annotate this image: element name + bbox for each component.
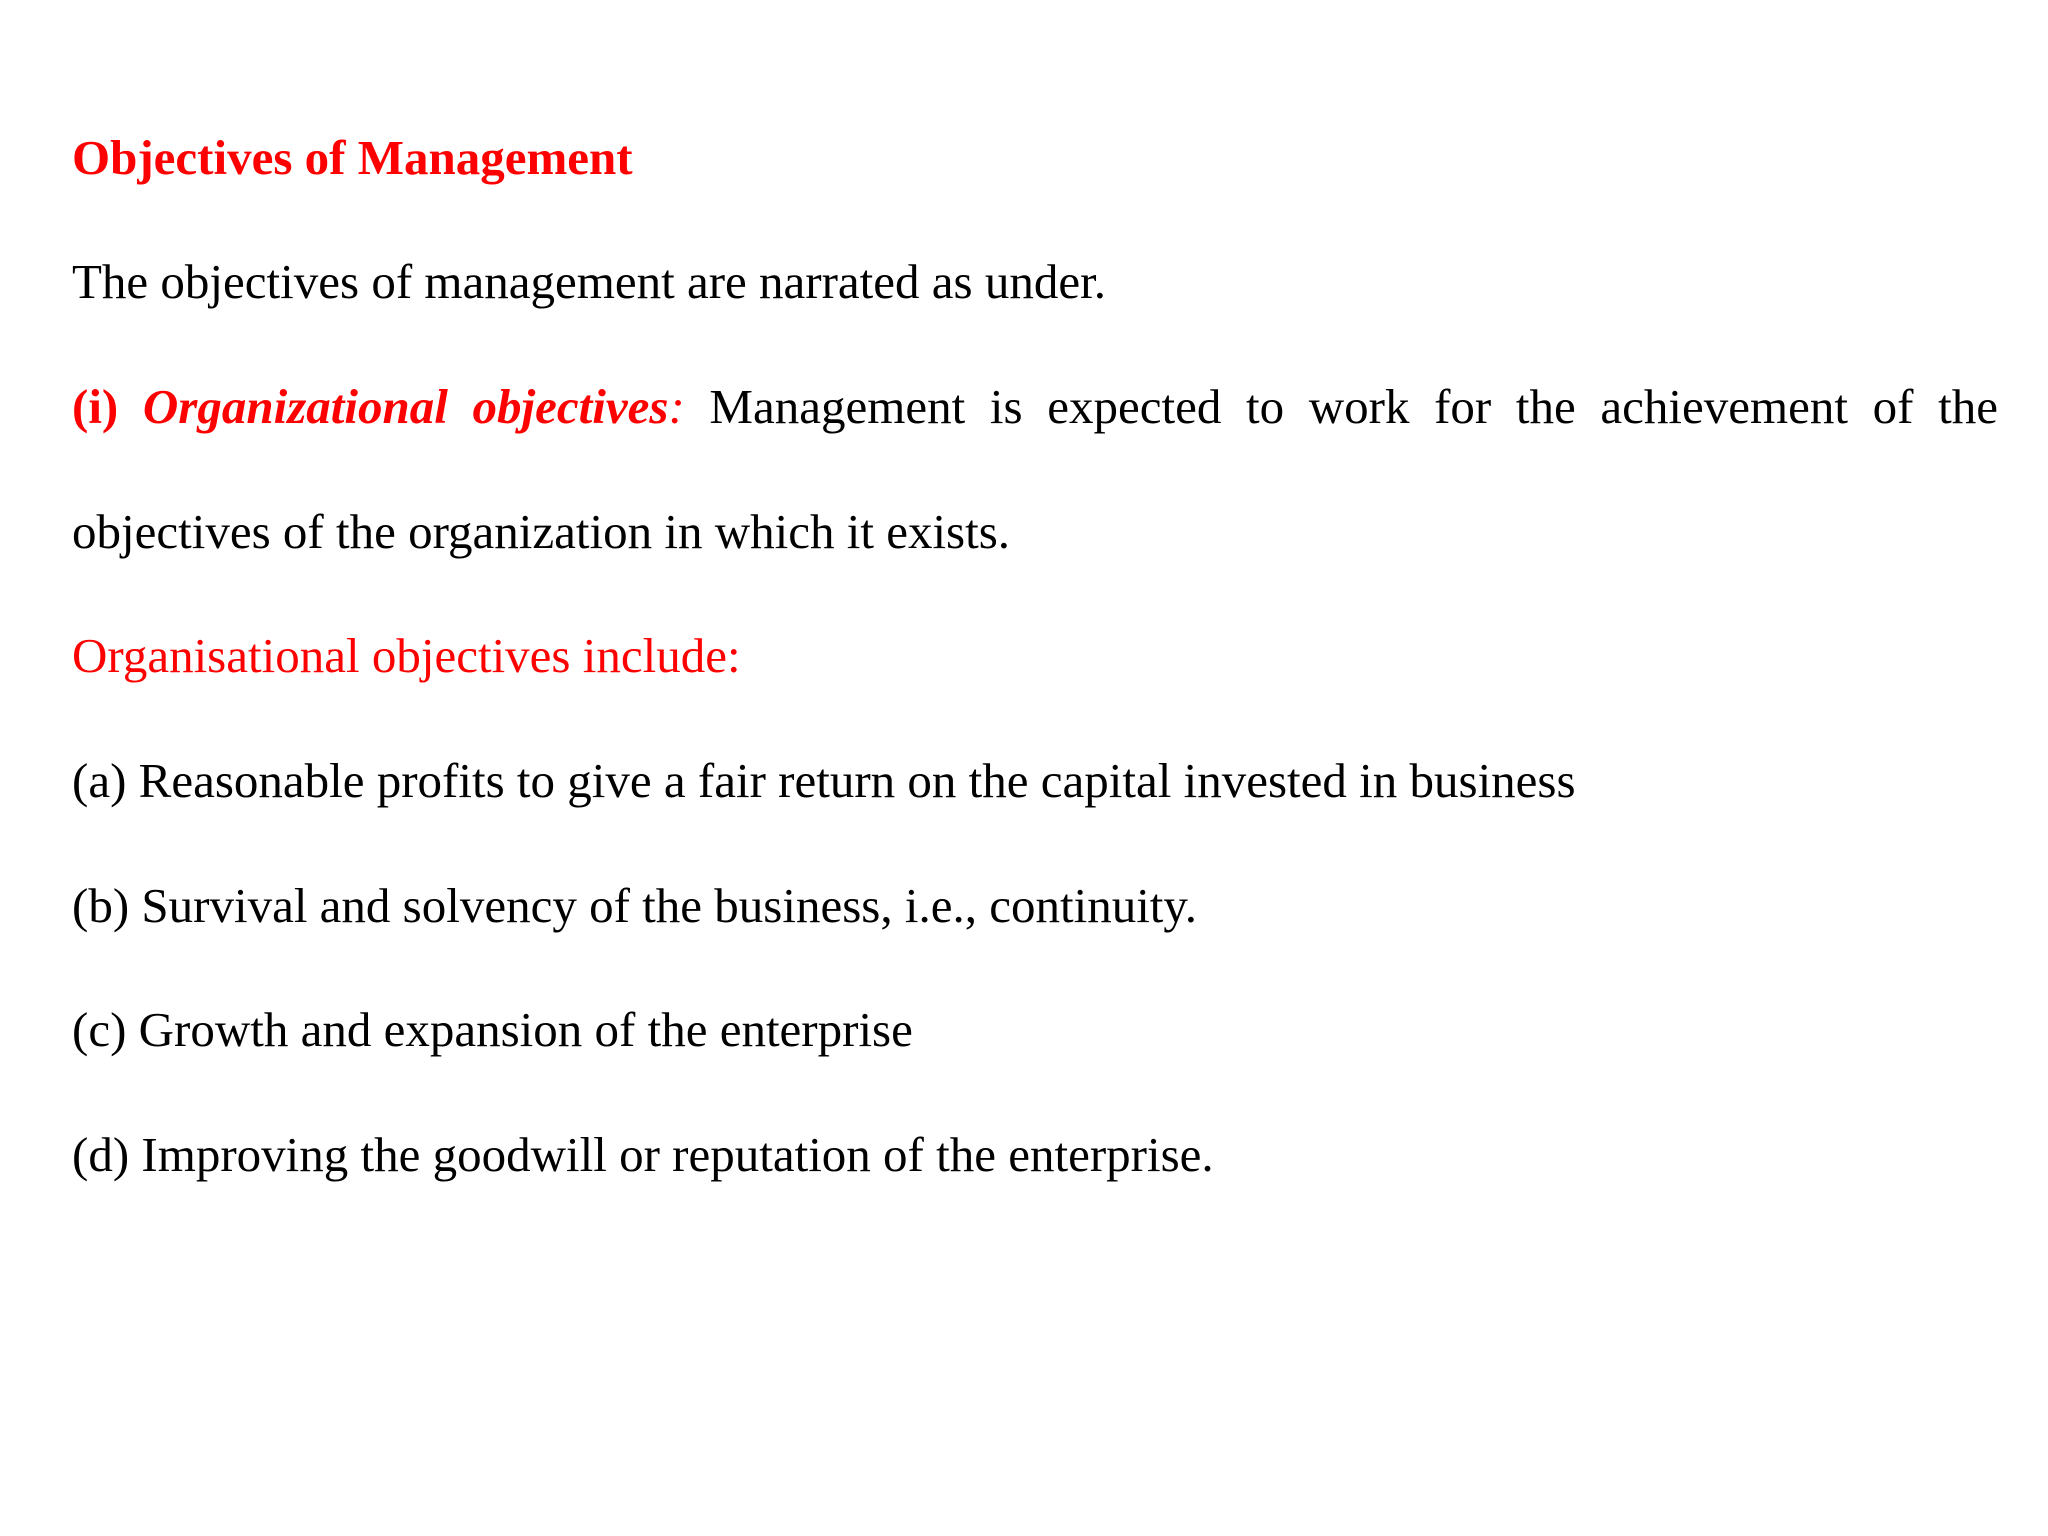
page-title: Objectives of Management [72, 130, 633, 185]
objective-description-line1: Management is expected to work for the achievement of the [684, 379, 1998, 434]
objective-colon: : [668, 379, 685, 434]
list-item: (a) Reasonable profits to give a fair return on the capital invested in business [72, 753, 1576, 808]
objective-title: Organizational objectives [142, 379, 669, 434]
list-item: (d) Improving the goodwill or reputation of the enterprise. [72, 1127, 1214, 1182]
list-item: (b) Survival and solvency of the business, i.e., continuity. [72, 878, 1197, 933]
list-item: (c) Growth and expansion of the enterprise [72, 1002, 913, 1057]
organizational-objectives-paragraph [72, 377, 1998, 437]
objectives-include-label: Organisational objectives include: [72, 628, 741, 683]
objective-number: (i) [72, 379, 119, 434]
intro-paragraph: The objectives of management are narrated as under. [72, 254, 1106, 309]
objective-description-line2: objectives of the organization in which it exists. [72, 504, 1011, 559]
